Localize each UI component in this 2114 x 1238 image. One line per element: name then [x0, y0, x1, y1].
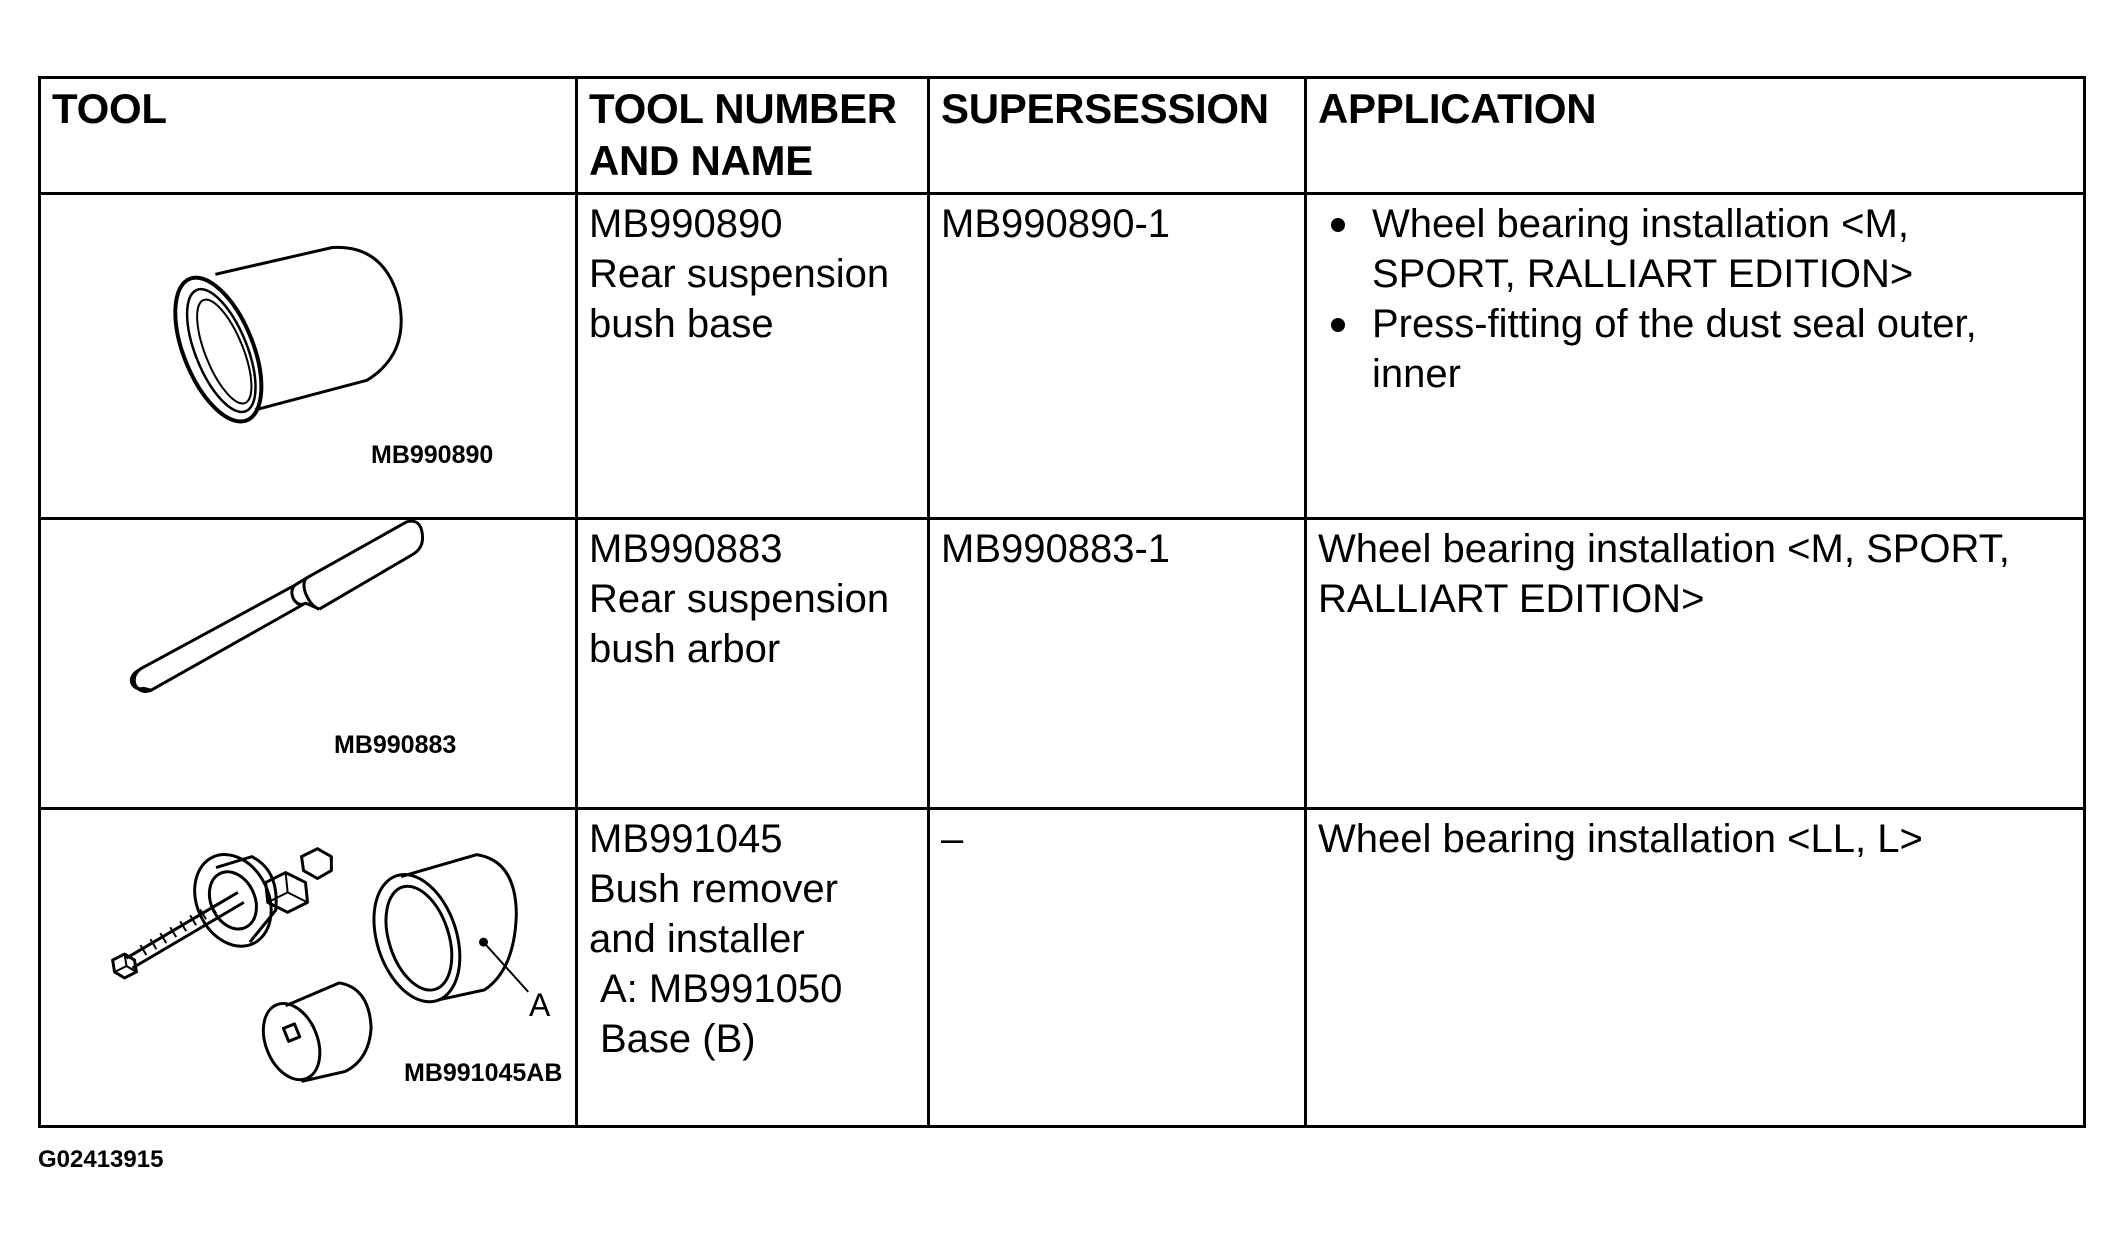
row3-application-cell — [1307, 810, 2083, 1125]
row3-number-line: MB991045 — [589, 817, 783, 861]
row1-application-list — [1318, 199, 2073, 399]
row1-tool-number-cell — [578, 195, 930, 520]
header-tool-number-line2: AND NAME — [589, 137, 813, 184]
row2-application-cell — [1307, 520, 2083, 810]
row1-supersession-cell — [930, 195, 1307, 520]
header-tool-label: TOOL — [52, 85, 167, 132]
header-tool-number — [578, 79, 930, 195]
bullet-icon — [1331, 318, 1345, 332]
row2-name-line2: bush arbor — [589, 627, 781, 671]
row1-supersession-value: MB990890-1 — [941, 202, 1171, 246]
row2-tool-cell — [41, 520, 578, 810]
row3-application-line1: Wheel bearing installation <LL, L> — [1318, 817, 1923, 861]
row2-tool-caption: MB990883 — [334, 731, 457, 759]
row3-name-line1: Bush remover — [589, 867, 838, 911]
special-tools-table — [38, 76, 2086, 1128]
row1-application-item — [1318, 199, 2073, 299]
row3-callout-label: A — [529, 987, 551, 1023]
header-tool — [41, 79, 578, 195]
row3-name-line2: and installer — [589, 917, 805, 961]
row2-supersession-cell — [930, 520, 1307, 810]
row3-tool-number-cell — [578, 810, 930, 1125]
row3-tool-cell — [41, 810, 578, 1125]
header-supersession — [930, 79, 1307, 195]
row1-tool-caption: MB990890 — [371, 441, 494, 469]
header-application — [1307, 79, 2083, 195]
row1-application-cell — [1307, 195, 2083, 520]
row2-application-line1: Wheel bearing installation <M, SPORT, — [1318, 527, 2010, 571]
row1-application-item1-line2: SPORT, RALLIART EDITION> — [1372, 252, 1914, 296]
row2-supersession-value: MB990883-1 — [941, 527, 1171, 571]
row1-application-item — [1318, 299, 2073, 399]
row2-number-line: MB990883 — [589, 527, 783, 571]
bush-base-illustration — [41, 195, 575, 517]
bullet-icon — [1331, 218, 1345, 232]
row3-tool-caption: MB991045AB — [404, 1059, 563, 1087]
header-application-label: APPLICATION — [1318, 85, 1597, 132]
row1-application-item2-line2: inner — [1372, 352, 1461, 396]
bush-arbor-illustration — [41, 520, 575, 807]
row1-number-line: MB990890 — [589, 202, 783, 246]
row1-application-item2-line1: Press-fitting of the dust seal outer, — [1372, 302, 1977, 346]
row3-subpart-number: A: MB991050 — [600, 967, 843, 1011]
row1-name-line1: Rear suspension — [589, 252, 890, 296]
row2-application-line2: RALLIART EDITION> — [1318, 577, 1705, 621]
row1-application-item1-line1: Wheel bearing installation <M, — [1372, 202, 1909, 246]
row3-supersession-cell — [930, 810, 1307, 1125]
row3-supersession-value: – — [941, 817, 964, 861]
row2-name-line1: Rear suspension — [589, 577, 890, 621]
figure-id: G02413915 — [38, 1146, 164, 1173]
header-tool-number-line1: TOOL NUMBER — [589, 85, 897, 132]
header-supersession-label: SUPERSESSION — [941, 85, 1269, 132]
row1-tool-cell — [41, 195, 578, 520]
row2-tool-number-cell — [578, 520, 930, 810]
row1-name-line2: bush base — [589, 302, 774, 346]
row3-subpart-name: Base (B) — [600, 1017, 756, 1061]
